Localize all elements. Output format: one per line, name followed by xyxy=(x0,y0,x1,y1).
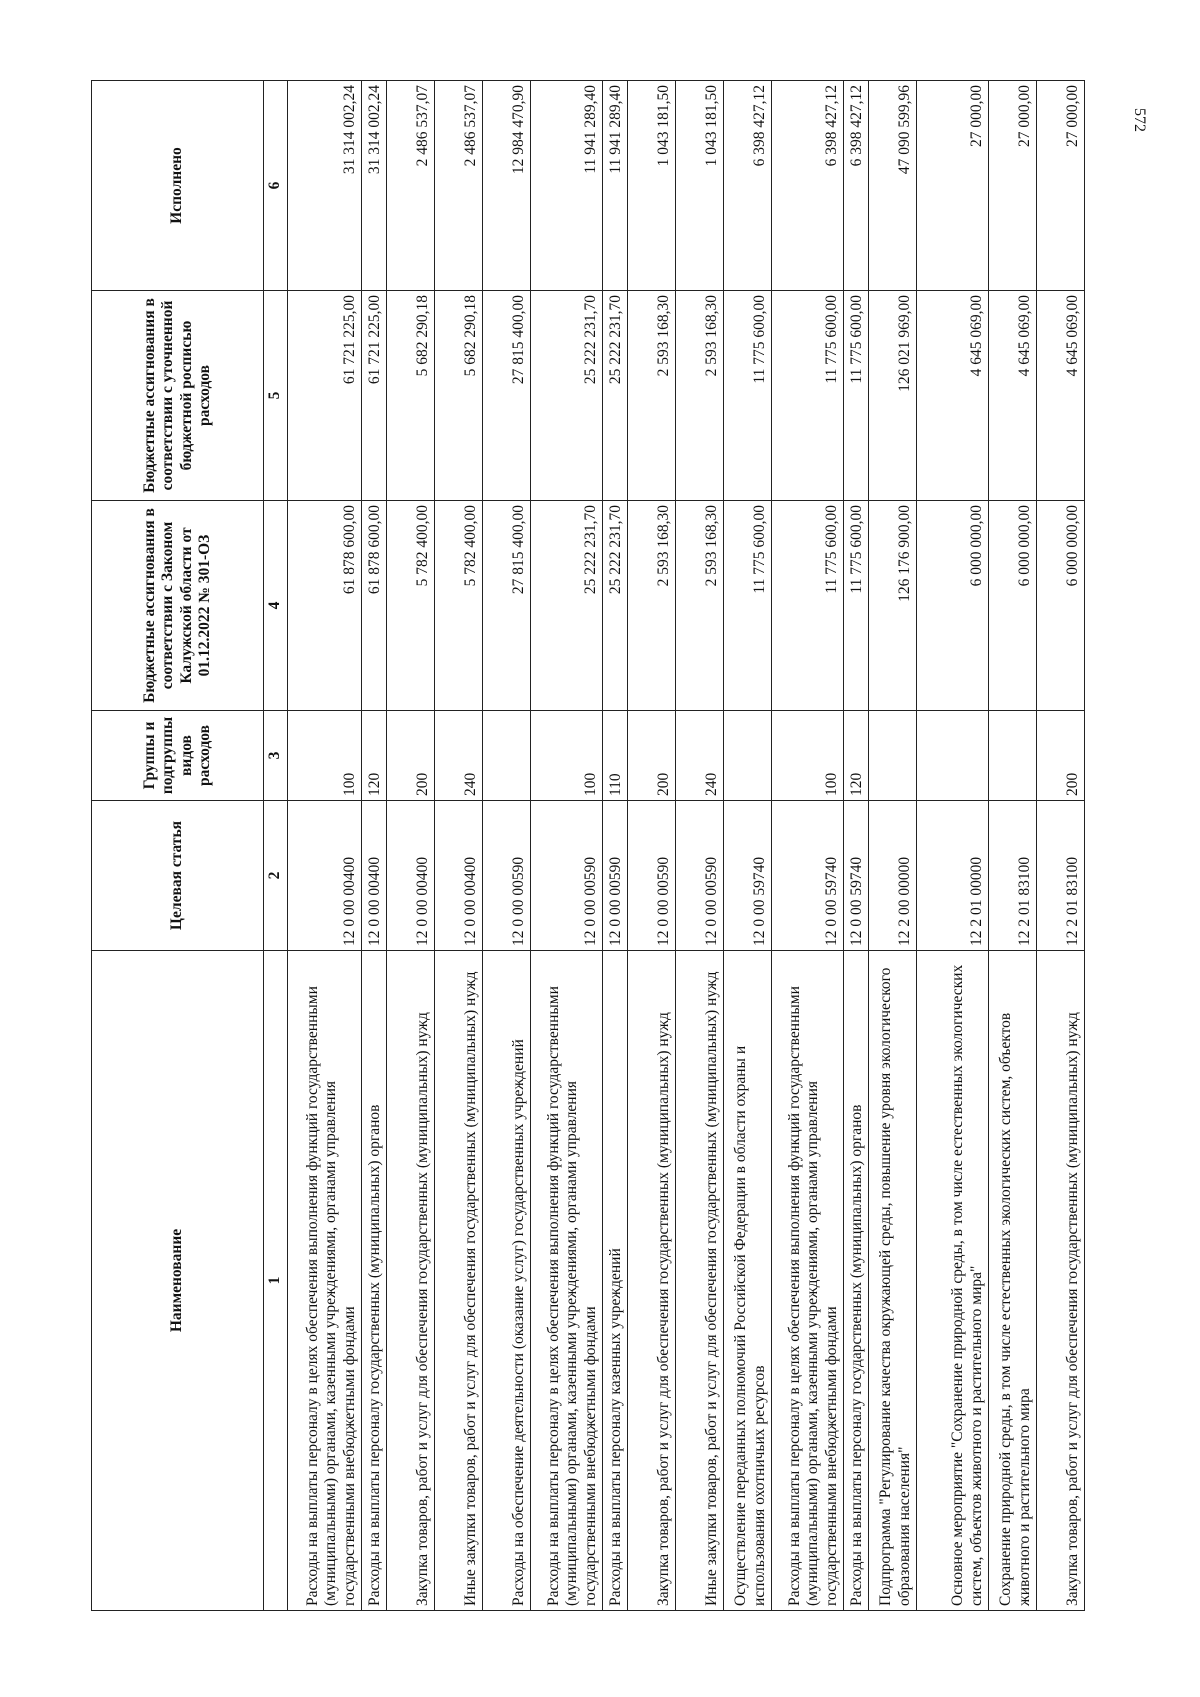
header-law-allocation: Бюджетные ассигнования в соответствии с Законом Калужской области от 01.12.2022 № 301-ОЗ xyxy=(92,501,264,711)
row-law-allocation-text: 2 593 168,30 xyxy=(702,505,720,587)
row-target-article-text: 12 0 00 00590 xyxy=(606,856,624,946)
table-row xyxy=(531,81,603,1611)
row-target-article-text: 12 0 00 00590 xyxy=(702,856,720,946)
row-name-cell xyxy=(844,951,869,1611)
row-expense-group-text: 100 xyxy=(340,772,358,796)
row-law-allocation-cell xyxy=(603,501,628,711)
row-law-allocation-text: 6 000 000,00 xyxy=(1015,505,1033,587)
row-target-article-text: 12 0 00 00400 xyxy=(413,856,431,946)
row-expense-group-cell xyxy=(288,711,362,801)
header-executed: Исполнено xyxy=(92,81,264,291)
row-name-text: Расходы на выплаты персоналу в целях обеспечения выполнения функций государственными (муниципальными) органами, казенными учреждениями, органами управления государственными внебюджетными фондами xyxy=(304,986,358,1606)
row-name-cell xyxy=(676,951,724,1611)
header-target-article: Целевая статья xyxy=(92,801,264,951)
row-refined-allocation-text: 2 593 168,30 xyxy=(654,295,672,377)
row-executed-text: 31 314 002,24 xyxy=(340,85,358,175)
row-executed-text: 6 398 427,12 xyxy=(750,85,768,167)
row-executed-cell xyxy=(387,81,435,291)
row-executed-text: 27 000,00 xyxy=(967,85,985,147)
table-row xyxy=(483,81,531,1611)
row-name-text: Расходы на выплаты персоналу в целях обеспечения выполнения функций государственными (муниципальными) органами, казенными учреждениями, органами управления государственными внебюджетными фондами xyxy=(786,986,840,1606)
table-row xyxy=(362,81,387,1611)
row-refined-allocation-text: 11 775 600,00 xyxy=(750,295,768,384)
row-law-allocation-cell xyxy=(387,501,435,711)
row-expense-group-text: 200 xyxy=(413,772,431,796)
row-target-article-cell xyxy=(288,801,362,951)
row-name-text: Иные закупки товаров, работ и услуг для обеспечения государственных (муниципальных) нужд xyxy=(702,971,720,1606)
row-name-text: Расходы на обеспечение деятельности (оказание услуг) государственных учреждений xyxy=(509,1039,527,1606)
row-expense-group-text: 120 xyxy=(847,772,865,796)
row-executed-text: 47 090 599,96 xyxy=(895,85,913,175)
table-row xyxy=(844,81,869,1611)
row-refined-allocation-cell xyxy=(844,291,869,501)
row-name-text: Основное мероприятие "Сохранение природной среды, в том числе естественных экологических систем, объектов животного и растительного мира" xyxy=(949,964,985,1606)
row-name-cell xyxy=(917,951,989,1611)
row-refined-allocation-text: 27 815 400,00 xyxy=(509,295,527,385)
row-refined-allocation-text: 2 593 168,30 xyxy=(702,295,720,377)
row-executed-cell xyxy=(917,81,989,291)
row-expense-group-cell xyxy=(435,711,483,801)
row-target-article-cell xyxy=(1037,801,1085,951)
row-target-article-cell xyxy=(772,801,844,951)
row-executed-text: 6 398 427,12 xyxy=(847,85,865,167)
row-name-text: Расходы на выплаты персоналу государственных (муниципальных) органов xyxy=(365,1104,383,1606)
row-target-article-text: 12 0 00 00400 xyxy=(461,856,479,946)
rotated-page-content xyxy=(91,81,1177,1611)
row-expense-group-cell xyxy=(628,711,676,801)
row-name-text: Расходы на выплаты персоналу казенных учреждений xyxy=(606,1248,624,1606)
row-law-allocation-text: 61 878 600,00 xyxy=(365,505,383,595)
table-row xyxy=(288,81,362,1611)
row-target-article-cell xyxy=(724,801,772,951)
row-name-cell xyxy=(288,951,362,1611)
table-row xyxy=(724,81,772,1611)
row-executed-text: 6 398 427,12 xyxy=(822,85,840,167)
page-number: 572 xyxy=(1131,108,1148,132)
row-law-allocation-text: 61 878 600,00 xyxy=(340,505,358,595)
row-expense-group-cell xyxy=(483,711,531,801)
row-expense-group-text: 100 xyxy=(581,772,599,796)
column-number: 5 xyxy=(264,291,288,501)
row-target-article-cell xyxy=(869,801,917,951)
table-body xyxy=(288,81,1085,1611)
column-number-row xyxy=(264,81,288,1611)
row-name-text: Закупка товаров, работ и услуг для обеспечения государственных (муниципальных) нужд xyxy=(1063,1012,1081,1606)
row-target-article-cell xyxy=(917,801,989,951)
row-refined-allocation-text: 126 021 969,00 xyxy=(895,295,913,392)
row-expense-group-cell xyxy=(917,711,989,801)
row-name-cell xyxy=(772,951,844,1611)
row-law-allocation-text: 5 782 400,00 xyxy=(461,505,479,587)
row-law-allocation-text: 2 593 168,30 xyxy=(654,505,672,587)
row-target-article-text: 12 2 01 83100 xyxy=(1015,856,1033,946)
row-name-cell xyxy=(989,951,1037,1611)
row-target-article-cell xyxy=(435,801,483,951)
table-row xyxy=(989,81,1037,1611)
row-name-cell xyxy=(603,951,628,1611)
row-executed-cell xyxy=(628,81,676,291)
row-refined-allocation-cell xyxy=(531,291,603,501)
row-expense-group-cell xyxy=(844,711,869,801)
row-target-article-text: 12 2 01 00000 xyxy=(967,856,985,946)
row-law-allocation-text: 25 222 231,70 xyxy=(606,505,624,595)
row-target-article-cell xyxy=(531,801,603,951)
row-law-allocation-text: 11 775 600,00 xyxy=(847,505,865,594)
column-number: 4 xyxy=(264,501,288,711)
row-executed-text: 31 314 002,24 xyxy=(365,85,383,175)
row-refined-allocation-text: 61 721 225,00 xyxy=(340,295,358,385)
row-target-article-cell xyxy=(844,801,869,951)
row-refined-allocation-cell xyxy=(628,291,676,501)
row-refined-allocation-text: 5 682 290,18 xyxy=(461,295,479,377)
row-target-article-text: 12 0 00 00590 xyxy=(509,856,527,946)
row-law-allocation-cell xyxy=(362,501,387,711)
row-law-allocation-text: 6 000 000,00 xyxy=(1063,505,1081,587)
row-target-article-text: 12 0 00 59740 xyxy=(822,856,840,946)
row-law-allocation-cell xyxy=(483,501,531,711)
table-row xyxy=(1037,81,1085,1611)
row-executed-cell xyxy=(531,81,603,291)
row-law-allocation-cell xyxy=(869,501,917,711)
row-executed-cell xyxy=(844,81,869,291)
row-name-cell xyxy=(1037,951,1085,1611)
row-refined-allocation-cell xyxy=(483,291,531,501)
row-law-allocation-cell xyxy=(724,501,772,711)
row-expense-group-text: 240 xyxy=(702,772,720,796)
row-expense-group-cell xyxy=(724,711,772,801)
row-law-allocation-cell xyxy=(531,501,603,711)
row-target-article-text: 12 0 00 00400 xyxy=(365,856,383,946)
column-number: 2 xyxy=(264,801,288,951)
row-refined-allocation-cell xyxy=(989,291,1037,501)
table-row xyxy=(772,81,844,1611)
row-executed-cell xyxy=(483,81,531,291)
row-executed-cell xyxy=(1037,81,1085,291)
row-executed-text: 11 941 289,40 xyxy=(606,85,624,174)
row-refined-allocation-text: 4 645 069,00 xyxy=(1063,295,1081,377)
row-expense-group-text: 110 xyxy=(606,773,624,796)
row-expense-group-cell xyxy=(869,711,917,801)
row-target-article-text: 12 0 00 59740 xyxy=(750,856,768,946)
row-law-allocation-cell xyxy=(676,501,724,711)
row-expense-group-cell xyxy=(531,711,603,801)
row-executed-cell xyxy=(724,81,772,291)
row-refined-allocation-cell xyxy=(1037,291,1085,501)
row-name-cell xyxy=(531,951,603,1611)
row-name-text: Закупка товаров, работ и услуг для обеспечения государственных (муниципальных) нужд xyxy=(654,1012,672,1606)
row-refined-allocation-cell xyxy=(772,291,844,501)
row-law-allocation-cell xyxy=(435,501,483,711)
row-expense-group-cell xyxy=(362,711,387,801)
row-refined-allocation-text: 11 775 600,00 xyxy=(822,295,840,384)
row-refined-allocation-cell xyxy=(676,291,724,501)
row-name-text: Расходы на выплаты персоналу в целях обеспечения выполнения функций государственными (муниципальными) органами, казенными учреждениями, органами управления государственными внебюджетными фондами xyxy=(545,986,599,1606)
row-executed-cell xyxy=(288,81,362,291)
row-refined-allocation-cell xyxy=(435,291,483,501)
row-executed-cell xyxy=(362,81,387,291)
row-expense-group-cell xyxy=(772,711,844,801)
table-row xyxy=(387,81,435,1611)
table-row xyxy=(917,81,989,1611)
row-executed-text: 11 941 289,40 xyxy=(581,85,599,174)
table-row xyxy=(869,81,917,1611)
row-target-article-text: 12 0 00 00590 xyxy=(654,856,672,946)
row-law-allocation-text: 11 775 600,00 xyxy=(750,505,768,594)
row-target-article-cell xyxy=(628,801,676,951)
row-expense-group-text: 100 xyxy=(822,772,840,796)
row-executed-text: 27 000,00 xyxy=(1063,85,1081,147)
row-refined-allocation-cell xyxy=(387,291,435,501)
row-name-cell xyxy=(724,951,772,1611)
row-law-allocation-text: 6 000 000,00 xyxy=(967,505,985,587)
row-refined-allocation-cell xyxy=(288,291,362,501)
row-name-cell xyxy=(387,951,435,1611)
table-row xyxy=(676,81,724,1611)
row-expense-group-cell xyxy=(1037,711,1085,801)
row-refined-allocation-cell xyxy=(917,291,989,501)
row-executed-text: 1 043 181,50 xyxy=(654,85,672,167)
row-law-allocation-cell xyxy=(989,501,1037,711)
row-executed-cell xyxy=(989,81,1037,291)
row-target-article-text: 12 2 01 83100 xyxy=(1063,856,1081,946)
row-law-allocation-cell xyxy=(844,501,869,711)
row-name-text: Иные закупки товаров, работ и услуг для обеспечения государственных (муниципальных) нужд xyxy=(461,971,479,1606)
row-refined-allocation-cell xyxy=(869,291,917,501)
row-law-allocation-cell xyxy=(628,501,676,711)
header-refined-allocation: Бюджетные ассигнования в соответствии с уточненной бюджетной росписью расходов xyxy=(92,291,264,501)
table-row xyxy=(628,81,676,1611)
column-number: 3 xyxy=(264,711,288,801)
row-executed-text: 27 000,00 xyxy=(1015,85,1033,147)
header-name: Наименование xyxy=(92,951,264,1611)
row-refined-allocation-text: 5 682 290,18 xyxy=(413,295,431,377)
row-refined-allocation-cell xyxy=(603,291,628,501)
row-expense-group-cell xyxy=(603,711,628,801)
column-number: 1 xyxy=(264,951,288,1611)
row-refined-allocation-cell xyxy=(362,291,387,501)
row-name-text: Расходы на выплаты персоналу государственных (муниципальных) органов xyxy=(847,1104,865,1606)
column-number: 6 xyxy=(264,81,288,291)
row-law-allocation-cell xyxy=(1037,501,1085,711)
row-target-article-text: 12 0 00 00590 xyxy=(581,856,599,946)
row-refined-allocation-text: 11 775 600,00 xyxy=(847,295,865,384)
row-target-article-text: 12 2 00 00000 xyxy=(895,856,913,946)
row-law-allocation-text: 5 782 400,00 xyxy=(413,505,431,587)
row-executed-text: 2 486 537,07 xyxy=(413,85,431,167)
budget-execution-table xyxy=(91,80,1085,1611)
row-executed-cell xyxy=(435,81,483,291)
row-expense-group-text: 240 xyxy=(461,772,479,796)
row-name-cell xyxy=(628,951,676,1611)
row-name-text: Подпрограмма "Регулирование качества окружающей среды, повышение уровня экологического образования населения" xyxy=(877,967,913,1606)
row-expense-group-cell xyxy=(676,711,724,801)
row-name-cell xyxy=(483,951,531,1611)
row-target-article-cell xyxy=(362,801,387,951)
table-row xyxy=(603,81,628,1611)
row-executed-text: 2 486 537,07 xyxy=(461,85,479,167)
row-name-cell xyxy=(869,951,917,1611)
row-name-text: Закупка товаров, работ и услуг для обеспечения государственных (муниципальных) нужд xyxy=(413,1012,431,1606)
row-target-article-cell xyxy=(387,801,435,951)
row-target-article-cell xyxy=(603,801,628,951)
row-expense-group-cell xyxy=(989,711,1037,801)
row-law-allocation-cell xyxy=(772,501,844,711)
row-executed-cell xyxy=(603,81,628,291)
row-law-allocation-text: 11 775 600,00 xyxy=(822,505,840,594)
row-expense-group-text: 120 xyxy=(365,772,383,796)
row-refined-allocation-text: 4 645 069,00 xyxy=(967,295,985,377)
row-name-cell xyxy=(362,951,387,1611)
row-executed-cell xyxy=(772,81,844,291)
row-refined-allocation-cell xyxy=(724,291,772,501)
row-law-allocation-text: 27 815 400,00 xyxy=(509,505,527,595)
row-refined-allocation-text: 25 222 231,70 xyxy=(581,295,599,385)
row-expense-group-text: 200 xyxy=(1063,772,1081,796)
row-refined-allocation-text: 61 721 225,00 xyxy=(365,295,383,385)
header-expense-group: Группы и подгруппы видов расходов xyxy=(92,711,264,801)
row-name-text: Осуществление переданных полномочий Российской Федерации в области охраны и использования охотничьих ресурсов xyxy=(732,1045,768,1606)
row-law-allocation-text: 25 222 231,70 xyxy=(581,505,599,595)
row-refined-allocation-text: 4 645 069,00 xyxy=(1015,295,1033,377)
row-executed-text: 1 043 181,50 xyxy=(702,85,720,167)
row-expense-group-text: 200 xyxy=(654,772,672,796)
row-target-article-cell xyxy=(989,801,1037,951)
row-expense-group-cell xyxy=(387,711,435,801)
row-executed-cell xyxy=(869,81,917,291)
row-executed-cell xyxy=(676,81,724,291)
row-name-cell xyxy=(435,951,483,1611)
row-refined-allocation-text: 25 222 231,70 xyxy=(606,295,624,385)
row-law-allocation-text: 126 176 900,00 xyxy=(895,505,913,602)
row-executed-text: 12 984 470,90 xyxy=(509,85,527,175)
row-law-allocation-cell xyxy=(917,501,989,711)
row-name-text: Сохранение природной среды, в том числе естественных экологических систем, объектов животного и растительного мира xyxy=(997,1012,1033,1606)
row-target-article-cell xyxy=(483,801,531,951)
header-row xyxy=(92,81,264,1611)
row-target-article-cell xyxy=(676,801,724,951)
row-target-article-text: 12 0 00 59740 xyxy=(847,856,865,946)
row-law-allocation-cell xyxy=(288,501,362,711)
table-row xyxy=(435,81,483,1611)
row-target-article-text: 12 0 00 00400 xyxy=(340,856,358,946)
